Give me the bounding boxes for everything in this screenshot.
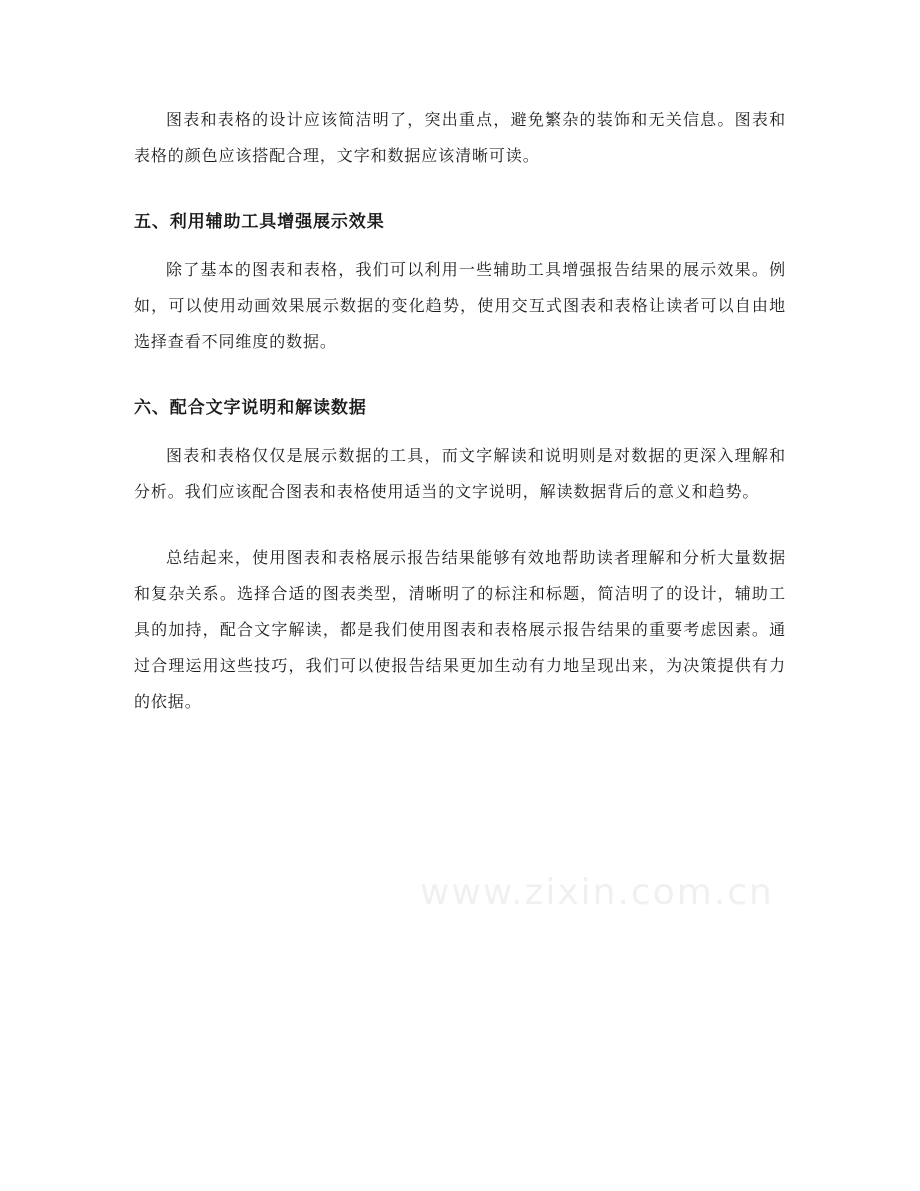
paragraph-design-principles: 图表和表格的设计应该简洁明了，突出重点，避免繁杂的装饰和无关信息。图表和表格的颜色应该搭配合理，文字和数据应该清晰可读。 [134, 110, 786, 165]
paragraph-text-interpretation: 图表和表格仅仅是展示数据的工具，而文字解读和说明则是对数据的更深入理解和分析。我们应该配合图表和表格使用适当的文字说明，解读数据背后的意义和趋势。 [134, 446, 786, 501]
watermark: www.zixin.com.cn [420, 872, 774, 913]
paragraph-auxiliary-tools: 除了基本的图表和表格，我们可以利用一些辅助工具增强报告结果的展示效果。例如，可以使用动画效果展示数据的变化趋势，使用交互式图表和表格让读者可以自由地选择查看不同维度的数据。 [134, 260, 786, 351]
section-heading-6: 六、配合文字说明和解读数据 [134, 398, 367, 418]
document-body [134, 102, 786, 750]
paragraph-summary: 总结起来，使用图表和表格展示报告结果能够有效地帮助读者理解和分析大量数据和复杂关系。选择合适的图表类型，清晰明了的标注和标题，简洁明了的设计，辅助工具的加持，配合文字解读，都是我们使用图表和表格展示报告结果的重要考虑因素。通过合理运用这些技巧，我们可以使报告结果更加生动有力地呈现出来，为决策提供有力的依据。 [134, 548, 786, 711]
section-heading-5: 五、利用辅助工具增强展示效果 [134, 212, 385, 232]
